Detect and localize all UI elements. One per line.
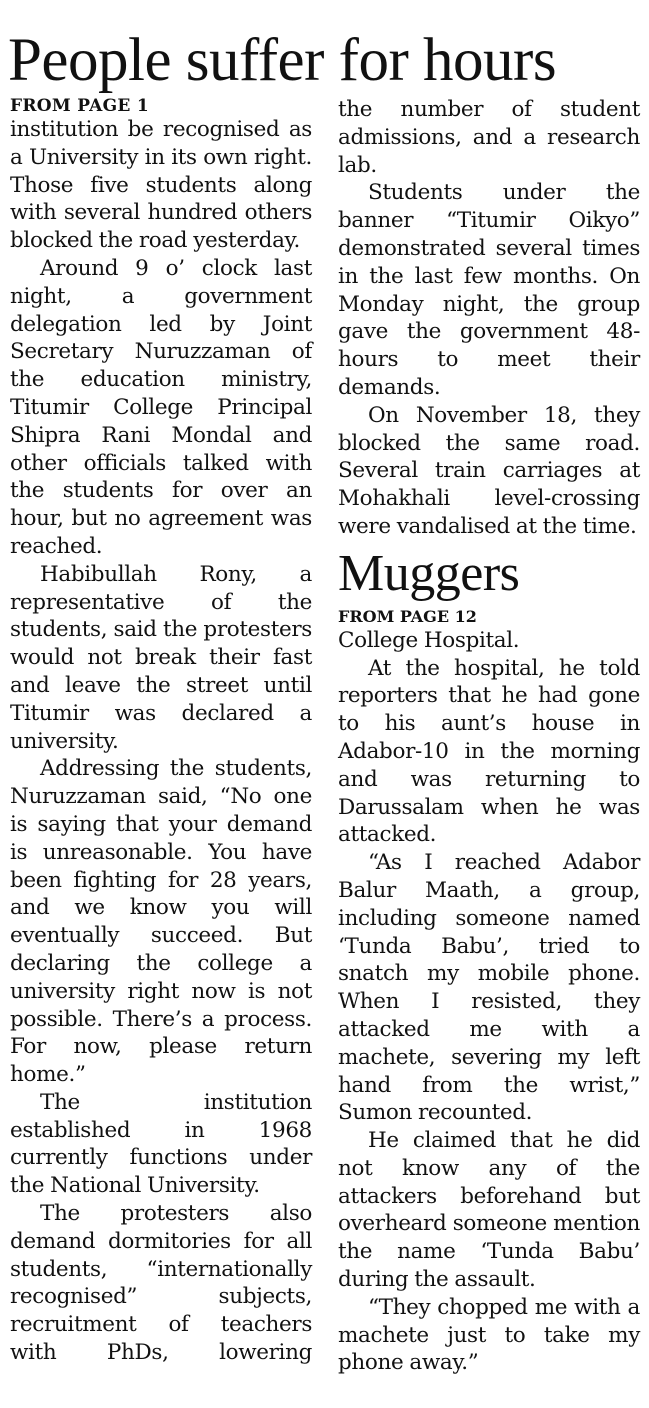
story-paragraph: The protesters also demand dormitories for all students, “internationally recognised” subjects, recruitment of teachers with PhDs, lowering xyxy=(10,1201,312,1366)
story-column-right xyxy=(338,96,640,1377)
story-paragraph: Habibullah Rony, a representative of the students, said the protesters would not break their fast and leave the street until Titumir was declared a university. xyxy=(10,561,312,754)
second-story-headline: Muggers xyxy=(338,544,520,602)
story-paragraph: On November 18, they blocked the same road. Several train carriages at Mohakhali level-crossing were vandalised at the time. xyxy=(338,402,640,539)
story-paragraph: College Hospital. xyxy=(338,627,520,653)
story-column-left xyxy=(10,96,312,1367)
story-paragraph: “As I reached Adabor Balur Maath, a group, including someone named ‘Tunda Babu’, tried to snatch my mobile phone. When I resisted, they attacked me with a machete, severing my left hand from the wrist,” Sumon recounted. xyxy=(338,850,640,1126)
story-headline: People suffer for hours xyxy=(8,27,557,94)
story-paragraph: Around 9 o’ clock last night, a government delegation led by Joint Secretary Nuruzzaman of the education ministry, Titumir College Principal Shipra Rani Mondal and other officials talked with the students for over an hour, but no agreement was reached. xyxy=(10,255,312,559)
story-paragraph: He claimed that he did not know any of the attackers beforehand but overheard someone mention the name ‘Tunda Babu’ during the assault. xyxy=(338,1128,640,1293)
continuation-kicker: FROM PAGE 1 xyxy=(10,96,150,116)
story-paragraph: At the hospital, he told reporters that he had gone to his aunt’s house in Adabor-10 in the morning and was returning to Darussalam when he was attacked. xyxy=(338,655,640,848)
story-paragraph: Students under the banner “Titumir Oikyo” demonstrated several times in the last few months. On Monday night, the group gave the government 48-hours to meet their demands. xyxy=(338,180,640,400)
story-paragraph: “They chopped me with a machete just to take my phone away.” xyxy=(338,1294,640,1376)
story-paragraph: The institution established in 1968 currently functions under the National University. xyxy=(10,1089,312,1199)
story-paragraph: Addressing the students, Nuruzzaman said, “No one is saying that your demand is unreasonable. You have been fighting for 28 years, and we know you will eventually succeed. But declaring the college a university right now is not possible. There’s a process. For now, please return home.” xyxy=(10,756,312,1088)
story-paragraph: the number of student admissions, and a research lab. xyxy=(338,97,640,178)
story-paragraph: institution be recognised as a University in its own right. Those five students along with several hundred others blocked the road yesterday. xyxy=(10,117,312,254)
second-story-kicker: FROM PAGE 12 xyxy=(338,606,477,626)
